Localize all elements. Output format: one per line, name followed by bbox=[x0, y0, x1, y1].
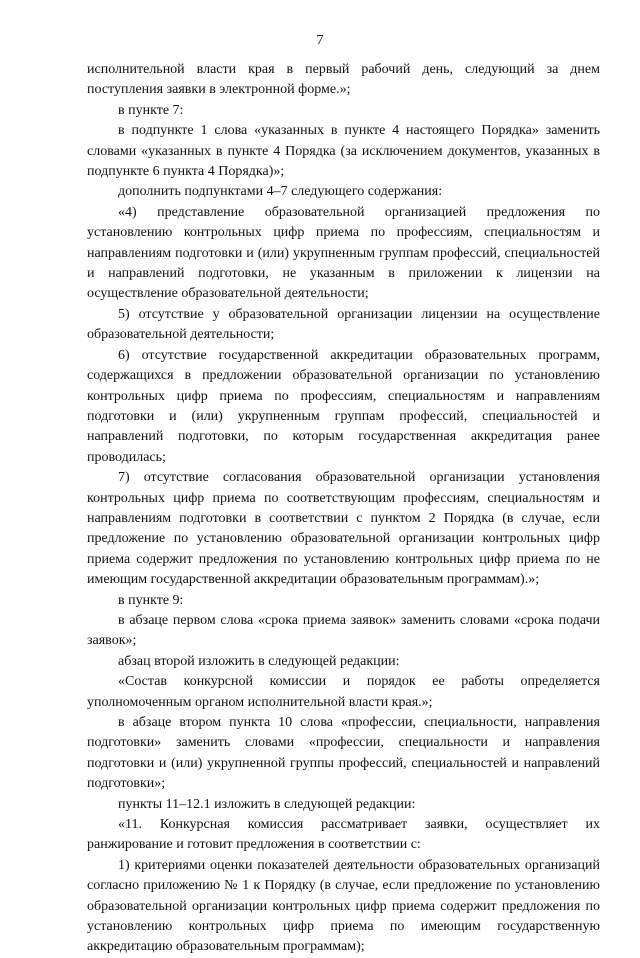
paragraph: «Состав конкурсной комиссии и порядок ее работы определяется уполномоченным органом исполнительной власти края.»; bbox=[87, 674, 600, 710]
paragraph: в пункте 9: bbox=[118, 592, 184, 608]
paragraph: «11. Конкурсная комиссия рассматривает заявки, осуществляет их ранжирование и готовит предложения в соответствии с: bbox=[87, 817, 600, 853]
paragraph: исполнительной власти края в первый рабочий день, следующий за днем поступления заявки в электронной форме.»; bbox=[87, 62, 600, 98]
paragraph: в пункте 7: bbox=[118, 102, 184, 118]
paragraph: 1) критериями оценки показателей деятельности образовательных организаций согласно приложению № 1 к Порядку (в случае, если предложение по установлению образовательной организации контрольных цифр приема содержит предложения по установлению контрольных цифр приема по имеющим государственную аккредитацию образовательным программам); bbox=[87, 857, 600, 955]
paragraph: абзац второй изложить в следующей редакции: bbox=[118, 653, 400, 669]
paragraph: в абзаце первом слова «срока приема заявок» заменить словами «срока подачи заявок»; bbox=[87, 612, 600, 649]
paragraph: 7) отсутствие согласования образовательной организации установления контрольных цифр приема по соответствующим профессиям, специальностям и направлениям подготовки в соответствии с пунктом 2 Порядка (в случае, если предложение по установлению образовательной организации контрольных цифр приема содержит предложения по установлению контрольных цифр приема по не имеющим государственной аккредитации образовательным программам).»; bbox=[87, 470, 600, 588]
paragraph: «4) представление образовательной организацией предложения по установлению контрольных цифр приема по профессиям, специальностям и направлениям подготовки и (или) укрупненным группам профессий, специальностей и направлений подготовки, не указанным в приложении к лицензии на осуществление образовательной деятельности; bbox=[87, 204, 600, 302]
document-body bbox=[87, 60, 600, 958]
paragraph: в подпункте 1 слова «указанных в пункте 4 настоящего Порядка» заменить словами «указанных в пункте 4 Порядка (за исключением документов, указанных в подпункте 6 пункта 4 Порядка)»; bbox=[87, 123, 600, 180]
page-number: 7 bbox=[316, 33, 324, 48]
paragraph: в абзаце втором пункта 10 слова «профессии, специальности, направления подготовки» заменить словами «профессии, специальности и направления подготовки и (или) укрупненной группы профессий, специальностей и направлений подготовки»; bbox=[87, 715, 600, 792]
paragraph: пункты 11–12.1 изложить в следующей редакции: bbox=[118, 796, 416, 812]
paragraph: 5) отсутствие у образовательной организации лицензии на осуществление образовательной деятельности; bbox=[87, 306, 600, 343]
paragraph: 6) отсутствие государственной аккредитации образовательных программ, содержащихся в предложении образовательной организации по установлению контрольных цифр приема по профессиям, специальностям и направлениям подготовки и (или) укрупненным группам профессий, специальностей и направлений подготовки, по которым государственная аккредитация ранее проводилась; bbox=[87, 347, 600, 465]
paragraph: дополнить подпунктами 4–7 следующего содержания: bbox=[118, 184, 443, 200]
